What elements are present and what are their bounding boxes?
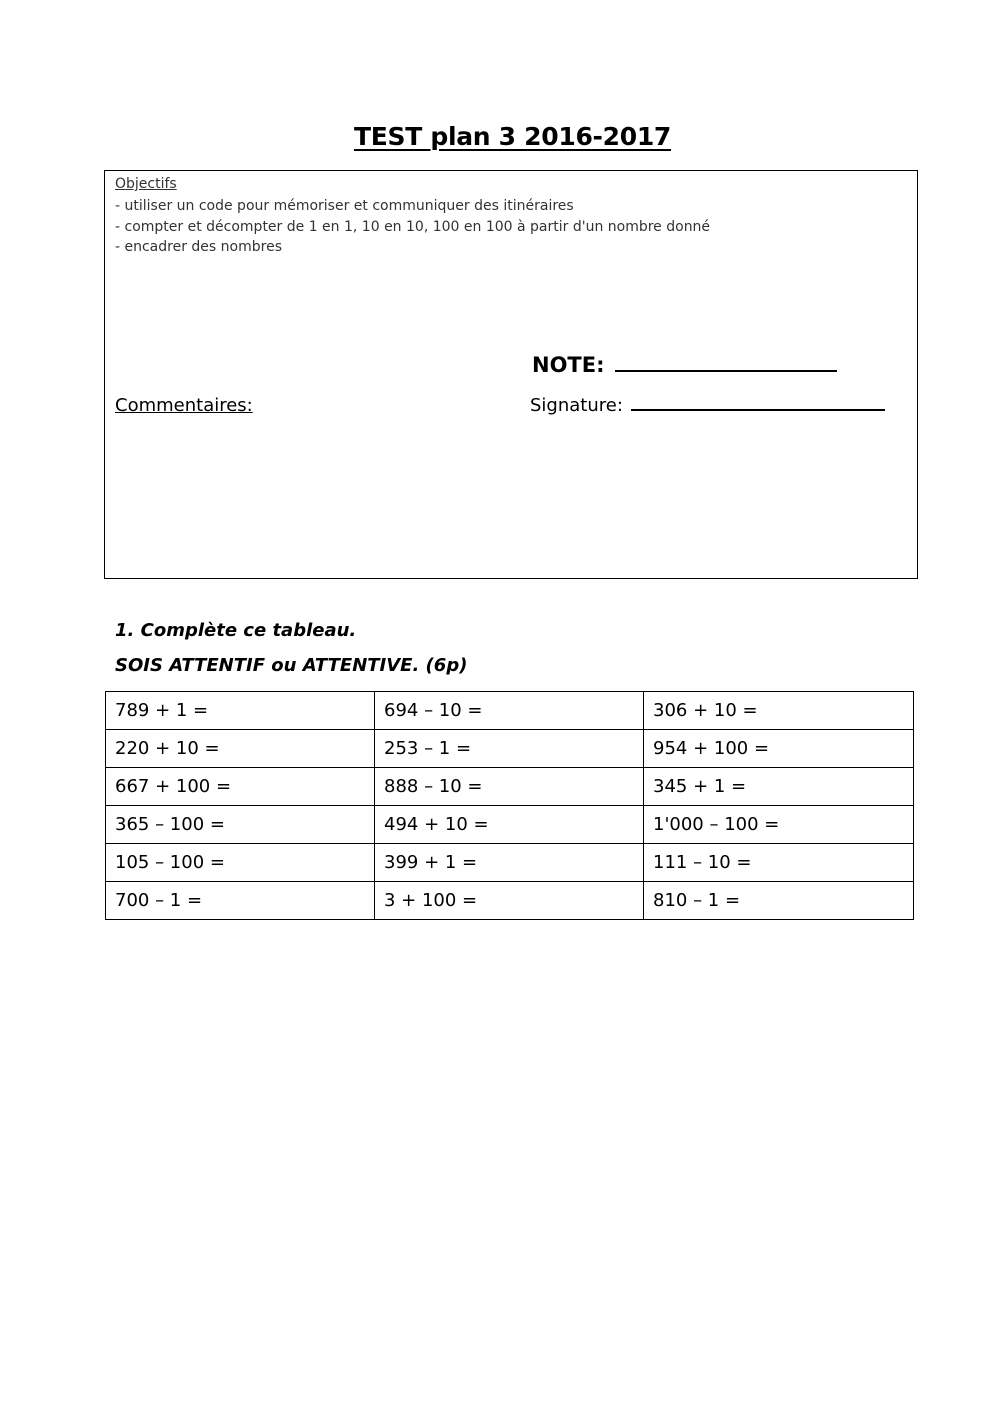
table-row [106, 692, 914, 730]
objective-item: - utiliser un code pour mémoriser et communiquer des itinéraires [115, 198, 574, 214]
table-row [106, 768, 914, 806]
table-cell: 3 + 100 = [375, 882, 644, 920]
comments-label: Commentaires: [115, 395, 253, 416]
exercise-instruction: SOIS ATTENTIF ou ATTENTIVE. (6p) [115, 655, 468, 676]
note-blank-line[interactable] [615, 369, 837, 372]
table-cell: 365 – 100 = [106, 806, 375, 844]
table-cell: 399 + 1 = [375, 844, 644, 882]
table-cell: 220 + 10 = [106, 730, 375, 768]
objectives-list [115, 196, 710, 258]
table-cell: 345 + 1 = [644, 768, 914, 806]
table-cell: 306 + 10 = [644, 692, 914, 730]
signature-field [530, 395, 885, 416]
table-cell: 810 – 1 = [644, 882, 914, 920]
table-cell: 694 – 10 = [375, 692, 644, 730]
table-row [106, 730, 914, 768]
table-cell: 667 + 100 = [106, 768, 375, 806]
signature-label: Signature: [530, 395, 623, 416]
exercise-title: 1. Complète ce tableau. [115, 620, 357, 641]
table-cell: 954 + 100 = [644, 730, 914, 768]
note-field [532, 353, 837, 377]
table-cell: 700 – 1 = [106, 882, 375, 920]
exercise-table [105, 691, 914, 920]
table-cell: 1'000 – 100 = [644, 806, 914, 844]
table-cell: 494 + 10 = [375, 806, 644, 844]
table-cell: 105 – 100 = [106, 844, 375, 882]
table-cell: 111 – 10 = [644, 844, 914, 882]
objective-item: - encadrer des nombres [115, 239, 282, 255]
table-cell: 888 – 10 = [375, 768, 644, 806]
table-cell: 253 – 1 = [375, 730, 644, 768]
table-row [106, 882, 914, 920]
header-box [104, 170, 918, 579]
note-label: NOTE: [532, 353, 605, 377]
page-title: TEST plan 3 2016-2017 [353, 122, 672, 151]
table-row [106, 806, 914, 844]
table-cell: 789 + 1 = [106, 692, 375, 730]
objective-item: - compter et décompter de 1 en 1, 10 en 10, 100 en 100 à partir d'un nombre donné [115, 218, 711, 235]
signature-blank-line[interactable] [631, 409, 885, 411]
table-row [106, 844, 914, 882]
objectives-heading: Objectifs [115, 176, 177, 192]
